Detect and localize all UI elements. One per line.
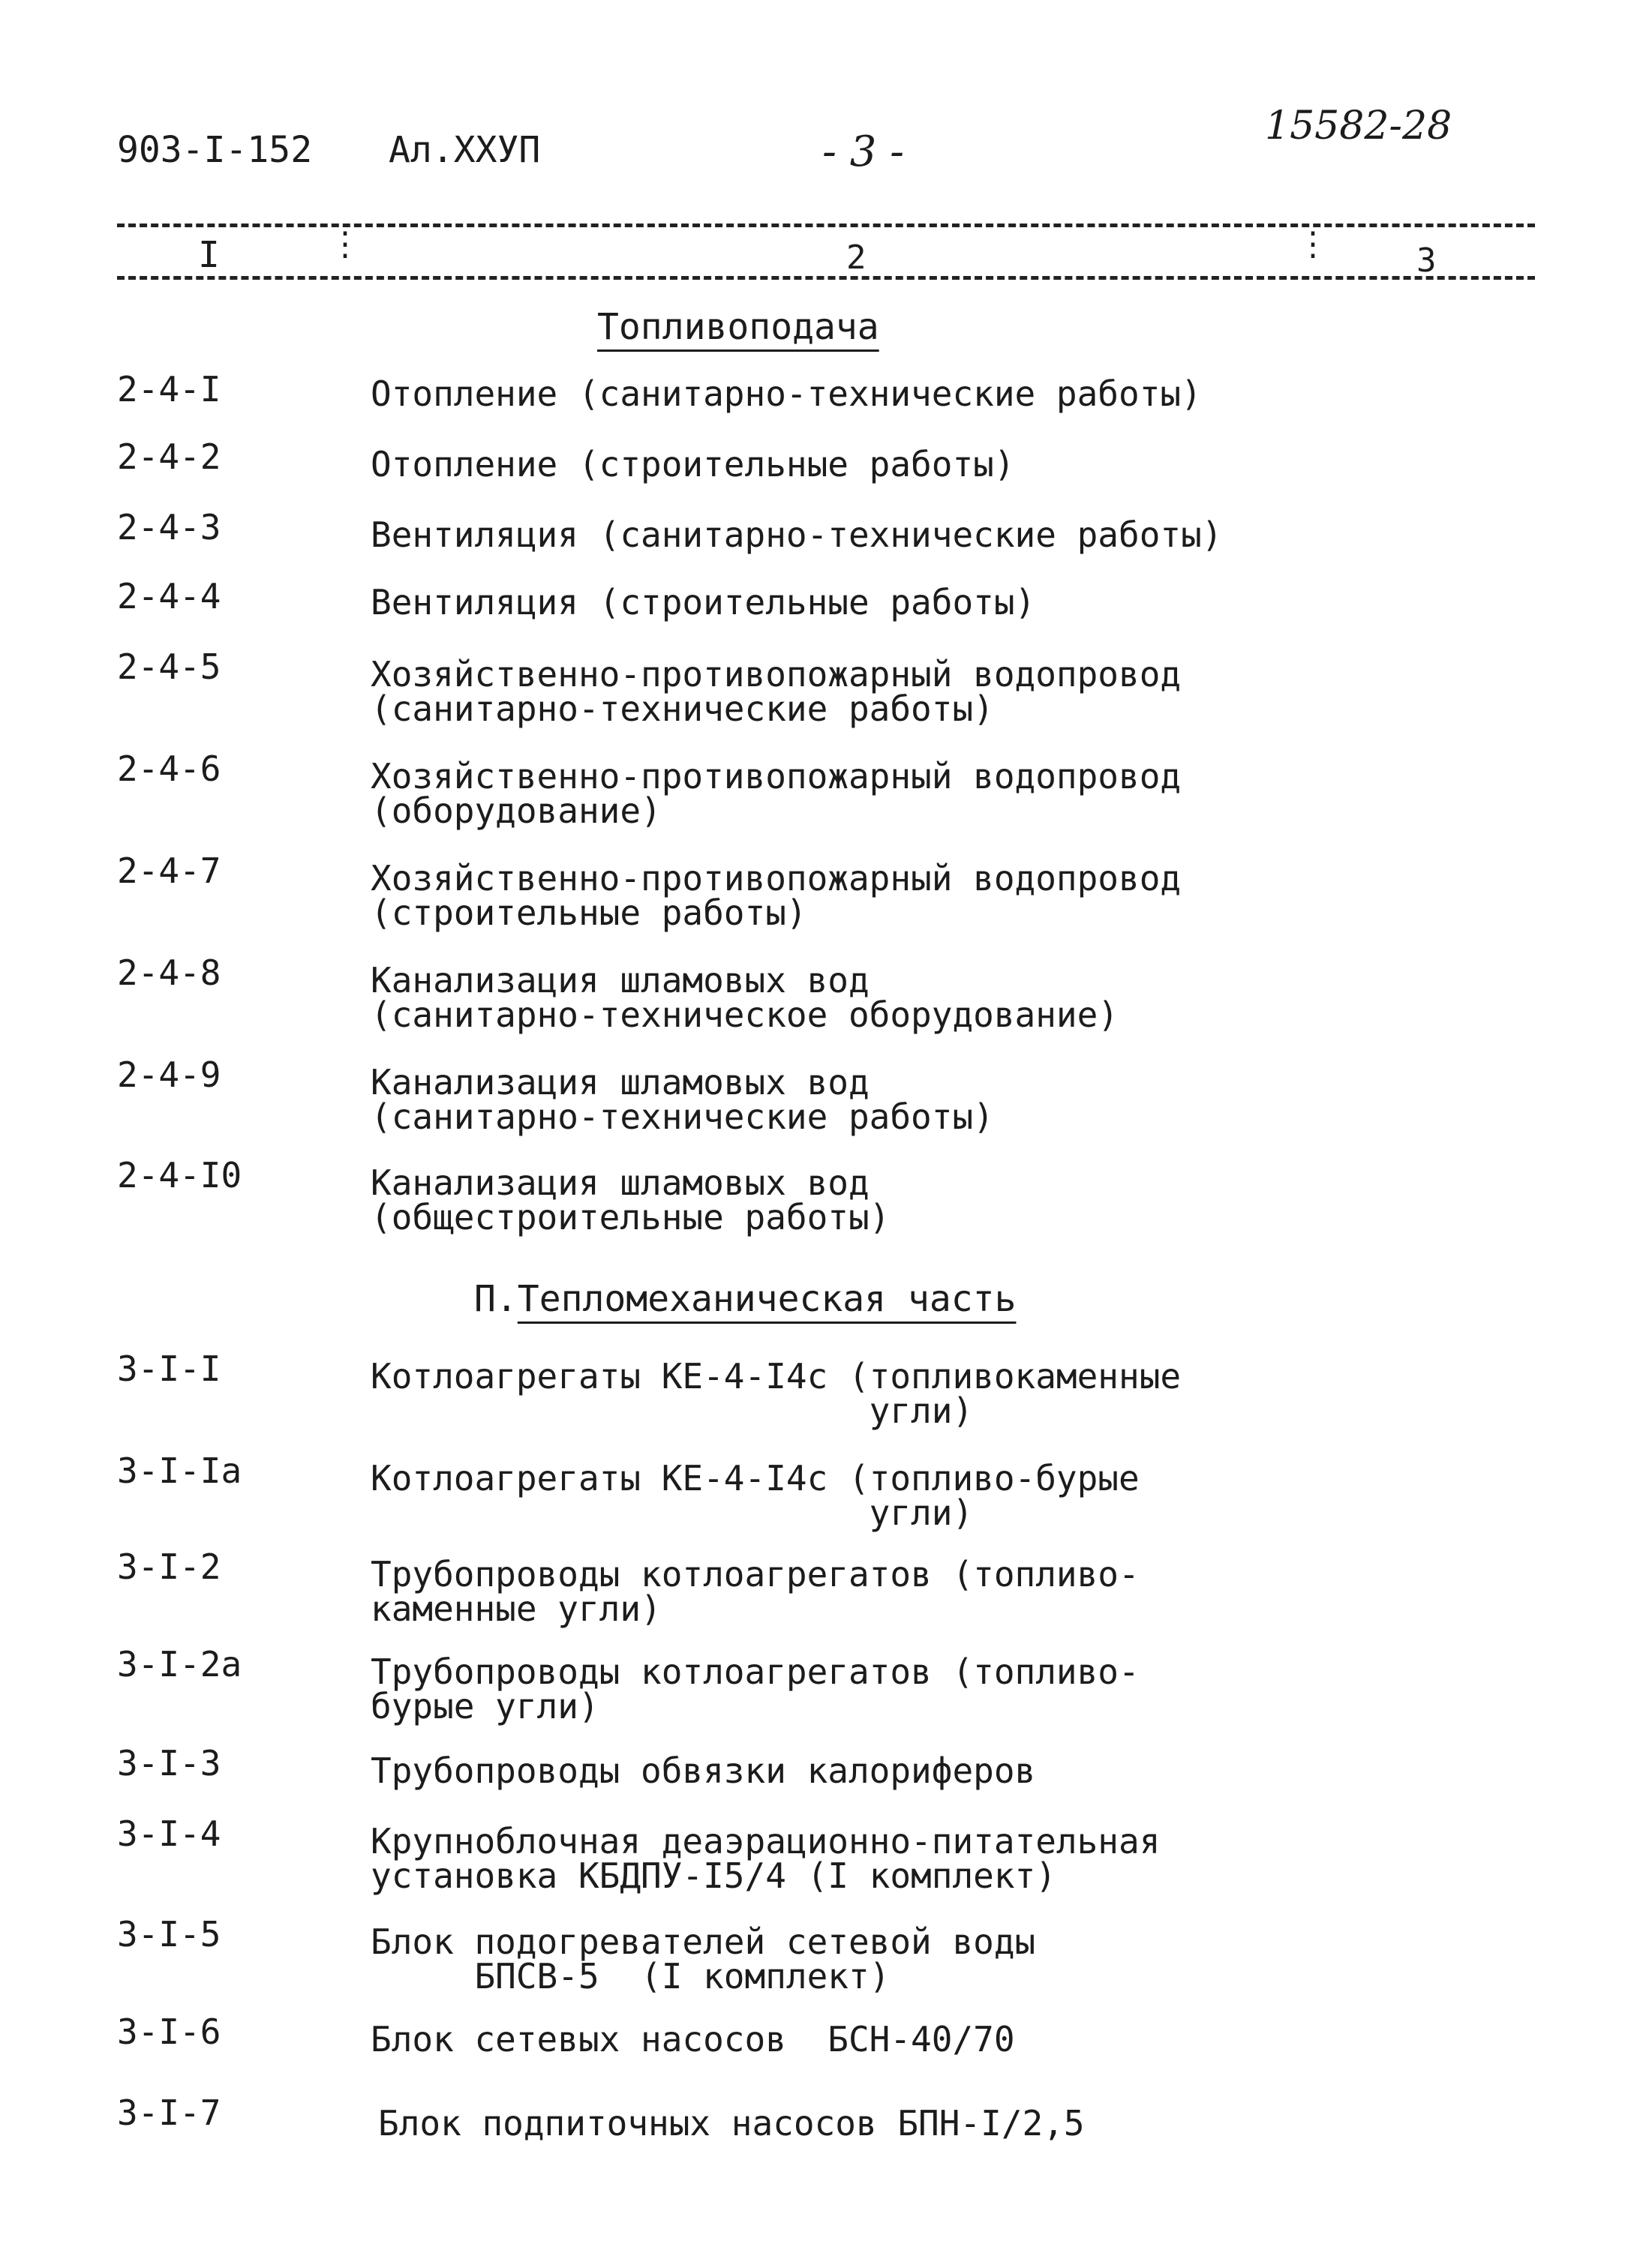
section-prefix: П.	[474, 1278, 518, 1320]
item-code: 3-I-5	[117, 1914, 221, 1954]
item-title: Котлоагрегаты КЕ-4-I4с (топливокаменные угли)	[371, 1356, 1182, 1431]
page-number: - 3 -	[822, 128, 905, 176]
item-code: 2-4-5	[117, 646, 221, 687]
column-separator-1: ⋮	[329, 225, 362, 263]
item-title: Крупноблочная деаэрационно-питательная установка КБДПУ-I5/4 (I комплект)	[371, 1821, 1161, 1896]
item-code: 2-4-I0	[117, 1155, 242, 1196]
item-title: Канализация шламовых вод (санитарно-техническое оборудование)	[371, 960, 1119, 1035]
column-number-3: 3	[1416, 242, 1437, 280]
item-code: 3-I-2	[117, 1546, 221, 1587]
item-title: Хозяйственно-противопожарный водопровод (оборудование)	[371, 756, 1182, 831]
album-number: Ал.ХХУП	[389, 129, 541, 171]
item-title: Отопление (санитарно-технические работы)	[371, 374, 1202, 414]
item-code: 3-I-6	[117, 2012, 221, 2052]
item-code: 2-4-9	[117, 1054, 221, 1095]
item-title: Трубопроводы обвязки калориферов	[371, 1750, 1036, 1791]
item-title: Блок подпиточных насосов БПН-I/2,5	[378, 2103, 1085, 2144]
item-title: Канализация шламовых вод (санитарно-технические работы)	[371, 1062, 994, 1137]
inventory-number: 15582-28	[1265, 104, 1452, 148]
item-title: Блок сетевых насосов БСН-40/70	[371, 2019, 1015, 2060]
item-code: 2-4-I	[117, 369, 221, 410]
item-title: Хозяйственно-противопожарный водопровод (санитарно-технические работы)	[371, 654, 1182, 729]
column-number-1: I	[198, 234, 220, 276]
column-number-2: 2	[846, 238, 867, 277]
item-title: Вентиляция (санитарно-технические работы)	[371, 514, 1223, 555]
item-title: Канализация шламовых вод (общестроительные работы)	[371, 1162, 891, 1238]
item-title: Котлоагрегаты КЕ-4-I4с (топливо-бурые угли)	[371, 1458, 1140, 1533]
section-title: Тепломеханическая часть	[517, 1278, 1017, 1320]
item-code: 2-4-2	[117, 436, 221, 477]
item-code: 3-I-3	[117, 1743, 221, 1784]
item-code: 2-4-6	[117, 748, 221, 789]
item-code: 2-4-3	[117, 507, 221, 548]
item-title: Трубопроводы котлоагрегатов (топливо- каменные угли)	[371, 1554, 1140, 1629]
section-title-fuel-supply: Топливоподача	[597, 306, 879, 348]
item-code: 3-I-2а	[117, 1644, 242, 1684]
item-title: Хозяйственно-противопожарный водопровод (строительные работы)	[371, 858, 1182, 933]
item-code: 3-I-4	[117, 1814, 221, 1854]
item-title: Блок подогревателей сетевой воды БПСВ-5 (I комплект)	[371, 1922, 1036, 1996]
item-code: 2-4-4	[117, 576, 221, 616]
column-header-bottom-rule	[117, 276, 1535, 280]
column-separator-2: ⋮	[1296, 225, 1329, 263]
item-title: Отопление (строительные работы)	[371, 444, 1015, 484]
item-code: 2-4-7	[117, 850, 221, 891]
document-code: 903-I-152	[117, 129, 313, 171]
section-title-thermomechanical	[474, 1278, 1016, 1320]
item-code: 3-I-Iа	[117, 1450, 242, 1491]
item-title: Вентиляция (строительные работы)	[371, 582, 1036, 622]
item-code: 3-I-I	[117, 1348, 221, 1389]
item-code: 2-4-8	[117, 952, 221, 993]
item-title: Трубопроводы котлоагрегатов (топливо- бурые угли)	[371, 1652, 1140, 1726]
item-code: 3-I-7	[117, 2092, 221, 2133]
